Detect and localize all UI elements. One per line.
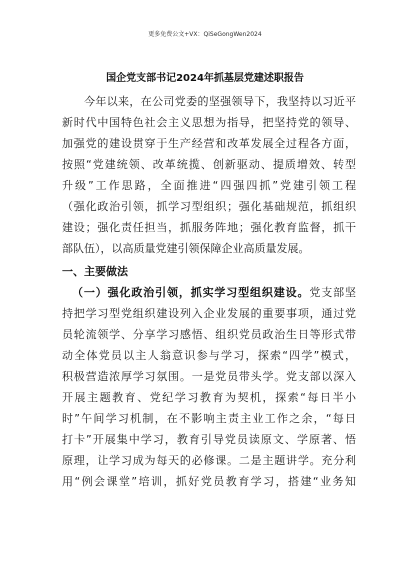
- text-line: （强化政治引领，抓学习型组织；强化基础规范，抓组织: [62, 200, 356, 213]
- document-title: 国企党支部书记2024年抓基层党建述职报告: [106, 73, 304, 84]
- text-line: 今年以来，在公司党委的坚强领导下，我坚持以习近平: [84, 95, 356, 108]
- text-line: 建设；强化责任担当，抓服务阵地；强化教育监督，抓干: [62, 221, 356, 234]
- text-line: 按照“党建统领、改革统揽、创新驱动、提质增效、转型: [62, 158, 356, 171]
- subsection-paragraph: [62, 282, 356, 492]
- header-note: 更多免费公文+VX：QiSeGongWen2024: [148, 31, 262, 38]
- text-run: 党支部坚: [309, 286, 356, 299]
- text-line: 打卡”开展集中学习，教育引导党员读原文、学原著、悟: [62, 433, 356, 446]
- text-line: 时”午间学习机制，在不影响主责主业工作之余，“每日: [62, 412, 356, 425]
- text-line: 新时代中国特色社会主义思想为指导，把坚持党的领导、: [62, 116, 356, 129]
- text-line: 加强党的建设贯穿于生产经营和改革发展全过程各方面，: [62, 137, 356, 150]
- text-line: 用“例会课堂”培训，抓好党员教育学习，搭建“业务知: [62, 475, 356, 488]
- intro-paragraph: [62, 91, 356, 259]
- text-line: 部队伍），以高质量党建引领保障企业高质量发展。: [62, 242, 310, 255]
- text-line: 动全体党员以主人翁意识参与学习，探索“四学”模式，: [62, 349, 356, 362]
- section-heading: 一、主要做法: [62, 265, 128, 278]
- subsection-heading: （一）强化政治引领，抓实学习型组织建设。: [72, 286, 310, 299]
- text-line: 升级”工作思路，全面推进“四强四抓”党建引领工程: [62, 179, 356, 192]
- text-line: 员轮流领学、分享学习感悟、组织党员政治生日等形式带: [62, 328, 356, 341]
- text-line: 积极营造浓厚学习氛围。一是党员带头学。党支部以深入: [62, 370, 356, 383]
- document-body: [62, 91, 356, 492]
- text-line: 开展主题教育、党纪学习教育为契机，探索“每日半小: [62, 391, 356, 404]
- text-line: 原理，让学习成为每天的必修课。二是主题讲学。充分利: [62, 454, 356, 467]
- text-line: [62, 282, 356, 303]
- text-line: 持把学习型党组织建设列入企业发展的重要事项，通过党: [62, 307, 356, 320]
